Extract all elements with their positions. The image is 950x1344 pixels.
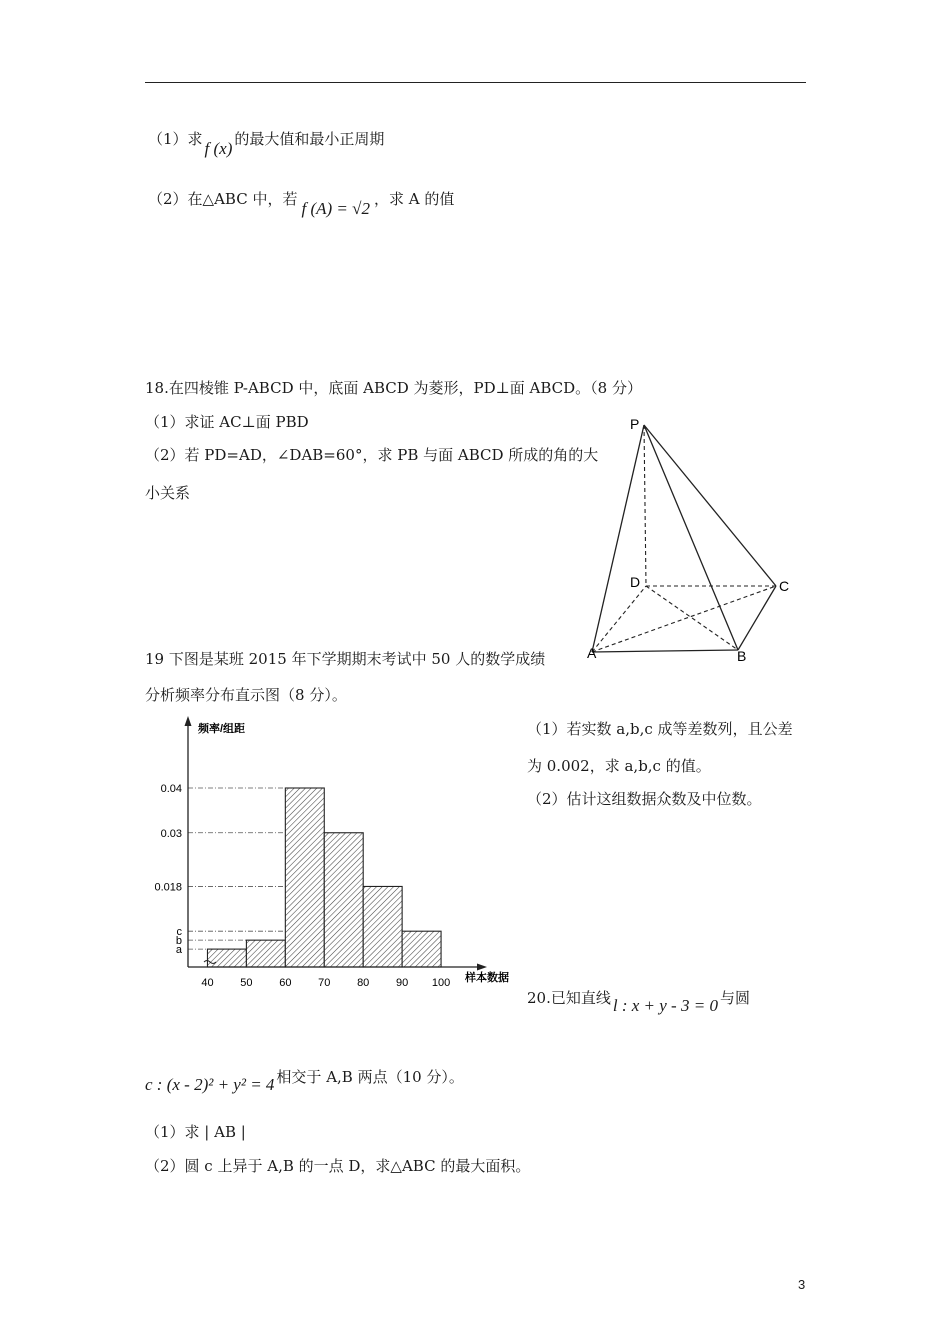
q18-stem: 18.在四棱锥 P-ABCD 中，底面 ABCD 为菱形，PD⊥面 ABCD。（8 分） [145,379,642,397]
q17-part1-formula: f (x) [204,139,233,158]
x-tick-label-60: 60 [279,977,292,989]
x-tick-label-80: 80 [357,977,370,989]
y-tick-label-0.018: 0.018 [154,881,182,894]
vertex-label-p: P [630,416,640,432]
vertex-label-d: D [630,574,641,590]
histogram-bar-40-50 [207,949,246,967]
frequency-histogram [140,710,520,1000]
y-tick-label-c: c [176,926,182,939]
q19-part2: （2）估计这组数据众数及中位数。 [527,790,762,808]
q17-part2-suffix: ，求 A 的值 [373,190,455,208]
histogram-bar-60-70 [285,788,324,967]
x-tick-label-40: 40 [201,977,214,989]
x-tick-label-100: 100 [431,977,451,989]
q17-part2-formula: f (A) = √2 [301,199,370,218]
header-rule [145,82,806,83]
edge-ab [592,650,738,652]
q20-part1: （1）求 | AB | [145,1123,246,1141]
histogram-bar-80-90 [363,886,402,967]
x-axis-label: 样本数据 [465,972,509,984]
y-tick-label-a: a [175,944,182,957]
edge-pd-hidden [644,425,646,586]
q19-stem-line1: 19 下图是某班 2015 年下学期期末考试中 50 人的数学成绩 [145,650,546,668]
edge-bc [738,586,776,650]
q19-stem-line2: 分析频率分布直示图（8 分）。 [145,686,347,704]
x-tick-label-70: 70 [318,977,331,989]
x-tick-label-50: 50 [240,977,253,989]
q20-stem-line2 [145,1066,464,1094]
vertex-label-a: A [587,645,597,661]
page-number: 3 [798,1277,806,1292]
q18-part1: （1）求证 AC⊥面 PBD [145,413,309,431]
histogram-bar-50-60 [246,940,285,967]
histogram-bar-90-100 [402,931,441,967]
q19-part1-line2: 为 0.002，求 a,b,c 的值。 [527,757,711,775]
x-tick-label-90: 90 [396,977,409,989]
q17-part2 [148,188,455,218]
q17-part1 [148,128,385,158]
y-axis-label: 频率/组距 [198,723,246,735]
histogram-bar-70-80 [324,833,363,967]
y-tick-label-b: b [175,935,182,948]
x-axis-arrow [477,964,487,971]
vertex-label-b: B [737,648,747,664]
q17-part1-suffix: 的最大值和最小正周期 [234,130,385,148]
edge-pc [644,425,776,586]
y-tick-label-0.03: 0.03 [160,827,182,840]
q20-stem-prefix: 20.已知直线 [527,989,611,1007]
q20-line-equation: l : x + y - 3 = 0 [612,996,718,1015]
q20-circle-equation: c : (x - 2)² + y² = 4 [145,1075,275,1094]
edge-pa [592,425,644,652]
q20-stem-suffix: 相交于 A,B 两点（10 分）。 [276,1068,464,1086]
q17-part2-prefix: （2）在△ABC 中，若 [148,190,298,208]
q18-part2-line1: （2）若 PD=AD，∠DAB=60°，求 PB 与面 ABCD 所成的角的大 [145,446,599,464]
q20-stem-mid: 与圆 [719,989,750,1007]
vertex-label-c: C [779,578,790,594]
q20-part2: （2）圆 c 上异于 A,B 的一点 D，求△ABC 的最大面积。 [145,1157,531,1175]
y-tick-label-0.04: 0.04 [160,783,182,795]
q19-part1-line1: （1）若实数 a,b,c 成等差数列，且公差 [527,720,793,738]
pyramid-figure [570,405,800,670]
q17-part1-prefix: （1）求 [148,130,203,148]
q20-stem-line1 [527,987,750,1015]
y-axis-arrow [185,716,192,726]
q18-part2-line2: 小关系 [145,484,191,502]
